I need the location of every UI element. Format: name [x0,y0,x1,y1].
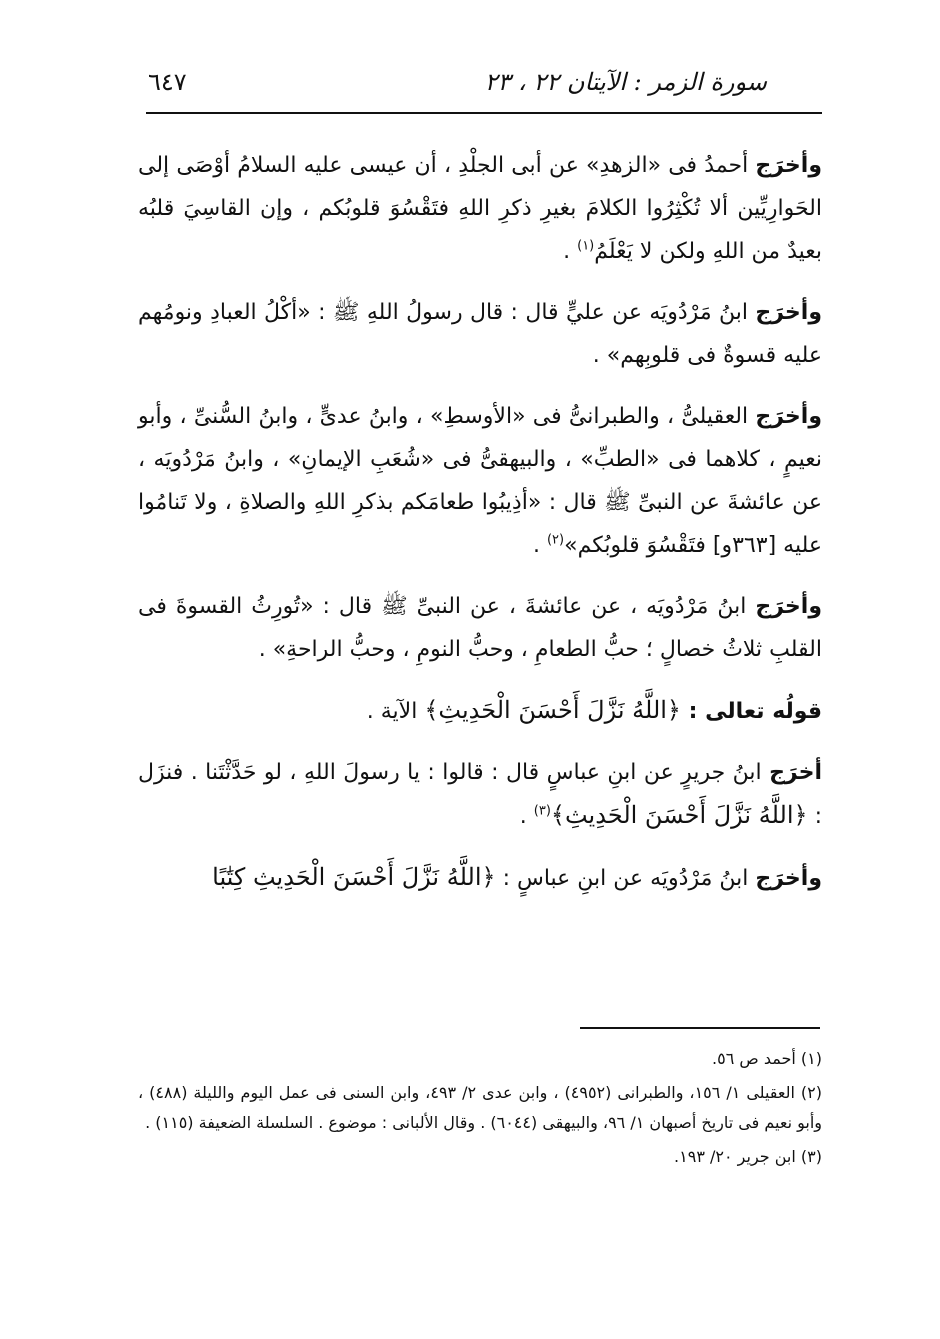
paragraph-1 [138,144,822,273]
verse-heading-label: قولُه تعالى : [688,699,822,724]
footnotes [138,1044,822,1176]
paragraph-end: . [563,239,578,264]
quran-verse: ﴿اللَّهُ نَزَّلَ أَحْسَنَ الْحَدِيثِ كِتَٰبًا [212,863,496,891]
footnote-rule [580,1027,820,1029]
footnote-ref: (١) [577,238,595,254]
paragraph-end: . [519,804,534,829]
paragraph-end: الآية . [366,699,425,724]
paragraph-text: ابنُ مَرْدُويَه عن عليٍّ قال : قال رسولُ اللهِ ﷺ : «أكْلُ العبادِ ونومُهم عليه قسوةٌ فى قلوبِهم» . [138,300,822,368]
paragraph-lead: وأخرَج [755,300,822,325]
header-rule [146,112,822,114]
paragraph-3 [138,395,822,567]
page-header [148,60,822,104]
paragraph-4 [138,585,822,671]
paragraph-text: ابنُ مَرْدُويَه عن ابنِ عباسٍ : [495,866,756,891]
quran-verse: ﴿اللَّهُ نَزَّلَ أَحْسَنَ الْحَدِيثِ﴾ [550,801,808,829]
footnote-3: (٣) ابن جرير ٢٠/ ١٩٣. [674,1147,822,1166]
body-text [138,144,822,918]
paragraph-end: . [532,533,547,558]
verse-heading [138,689,822,733]
footnote-1: (١) أحمد ص ٥٦. [712,1049,822,1068]
paragraph-lead: وأخرَج [755,404,822,429]
paragraph-lead: أخرَج [769,760,822,785]
paragraph-text: ابنُ جريرٍ عن ابنِ عباسٍ قال : قالوا : يا رسولَ اللهِ ، لو حَدَّثْتَنا . فنزَل : [138,760,822,829]
paragraph-6 [138,751,822,838]
running-title: سورة الزمر : الآيتان ٢٢ ، ٢٣ [484,68,767,96]
paragraph-lead: وأخرَج [755,153,822,178]
page-number: ٦٤٧ [148,68,187,96]
paragraph-lead: وأخرَج [755,594,822,619]
paragraph-text: ابنُ مَرْدُويَه ، عن عائشةَ ، عن النبىِّ ﷺ قال : «تُورِثُ القسوةَ فى القلبِ ثلاثُ خصالٍ ؛ حبُّ الطعامِ ، وحبُّ النومِ ، وحبُّ الراحةِ» . [138,594,822,662]
paragraph-lead: وأخرَج [755,866,822,891]
quran-verse: ﴿اللَّهُ نَزَّلَ أَحْسَنَ الْحَدِيثِ﴾ [424,696,689,724]
footnote-ref: (٢) [546,532,565,548]
paragraph-text: العقيلىُّ ، والطبرانىُّ فى «الأوسطِ» ، وابنُ عدىٍّ ، وابنُ السُّنىِّ ، وأبو نعيمٍ ، كلاهما فى «الطبِّ» ، والبيهقىُّ فى «شُعَبِ الإيمانِ» ، وابنُ مَرْدُويَه ، عن عائشةَ عن النبىِّ ﷺ قال : «أذِيبُوا طعامَكم بذكرِ اللهِ والصلاةِ ، ولا تَنامُوا عليه [٣٦٣و] فتَقْسُوَ قلوبُكم» [138,404,822,558]
footnote-2: (٢) العقيلى ١/ ١٥٦، والطبرانى (٤٩٥٢) ، وابن عدى ٢/ ٤٩٣، وابن السنى فى عمل اليوم والليلة (٤٨٨) ، وأبو نعيم فى تاريخ أصبهان ١/ ٩٦، والبيهقى (٦٠٤٤) . وقال الألبانى : موضوع . السلسلة الضعيفة (١١٥) . [138,1083,823,1132]
footnote-ref: (٣) [533,803,551,819]
paragraph-text: أحمدُ فى «الزهدِ» عن أبى الجلْدِ ، أن عيسى عليه السلامُ أوْصَى إلى الحَوارِيِّين ألا تُكْثِرُوا الكلامَ بغيرِ ذكرِ اللهِ فتَقْسُوَ قلوبُكم ، وإن القاسِيَ قلبُه بعيدٌ من اللهِ ولكن لا يَعْلَمُ [138,153,822,264]
paragraph-2 [138,291,822,377]
paragraph-7 [138,856,822,900]
